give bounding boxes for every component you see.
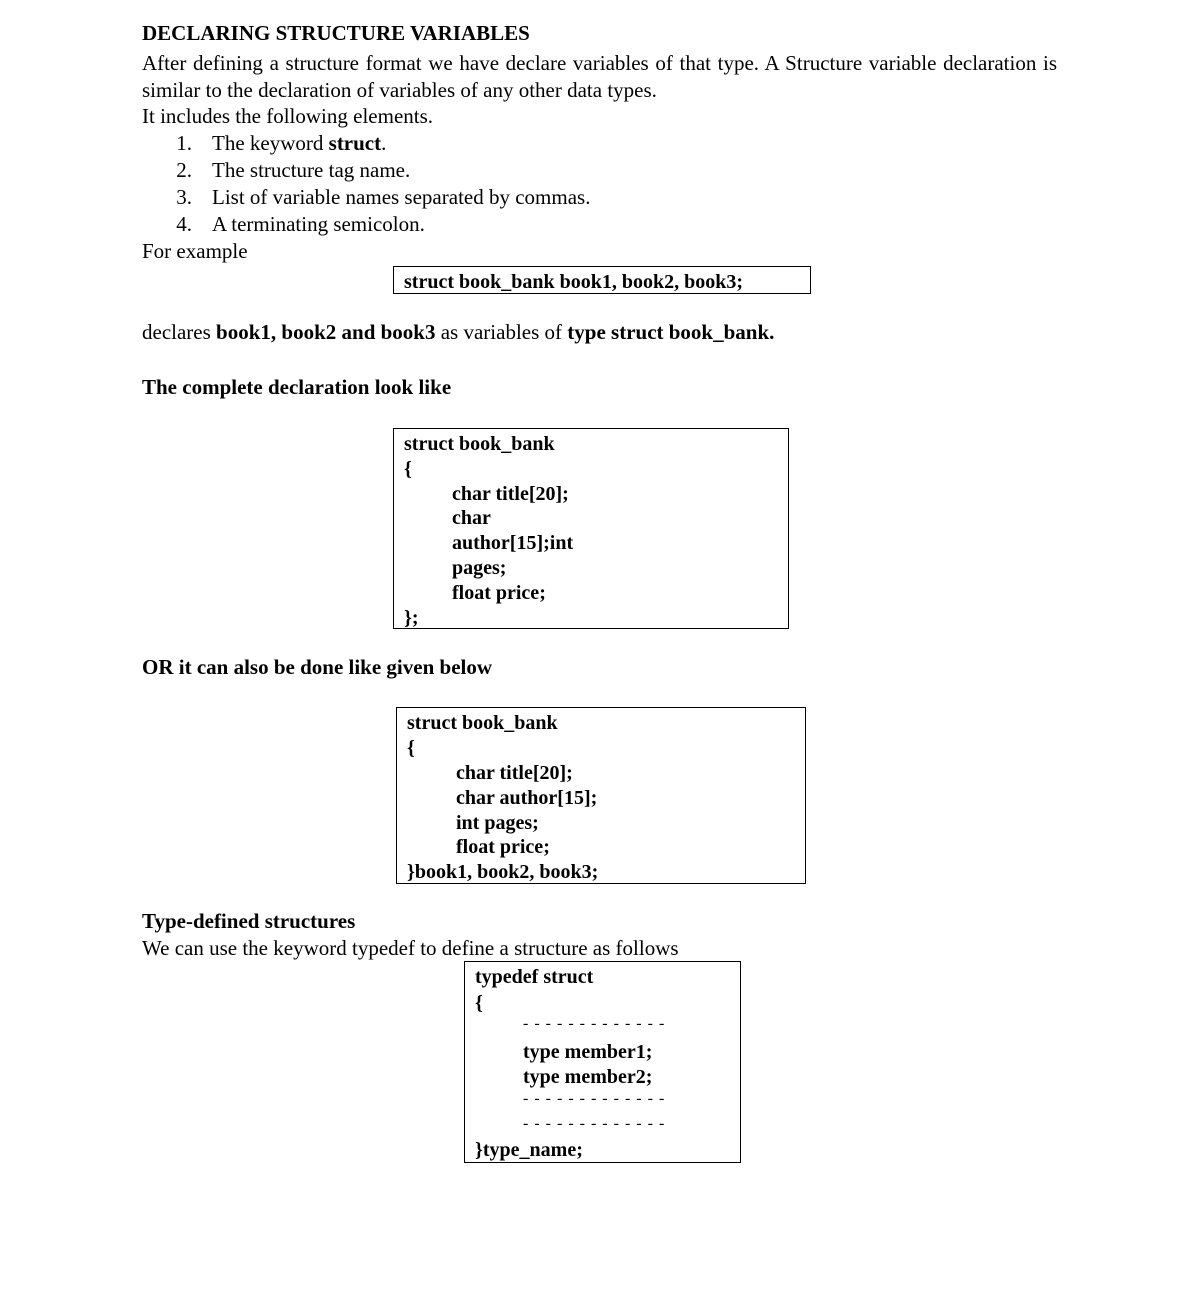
code-dash-line: - - - - - - - - - - - - - bbox=[523, 1015, 666, 1032]
typedef-heading: Type-defined structures bbox=[142, 909, 356, 933]
code-line: type member1; bbox=[523, 1041, 653, 1063]
alternative-heading: OR it can also be done like given below bbox=[142, 655, 493, 679]
list-item-number: 1. bbox=[176, 131, 192, 155]
intro-paragraph: After defining a structure format we have declare variables of that type. A Structure variable declaration is similar to the declaration of variables of any other data types. bbox=[142, 51, 1057, 102]
code-line: type member2; bbox=[523, 1066, 653, 1088]
code-line: { bbox=[407, 737, 415, 759]
code-line: int pages; bbox=[456, 812, 539, 834]
code-line: char author[15]; bbox=[456, 787, 598, 809]
list-item-text: The keyword struct. bbox=[212, 131, 387, 155]
code-line: }; bbox=[404, 607, 419, 629]
code-line: { bbox=[475, 992, 483, 1014]
complete-declaration-heading: The complete declaration look like bbox=[142, 375, 452, 399]
code-line: char title[20]; bbox=[452, 483, 569, 505]
code-line: typedef struct bbox=[475, 966, 594, 988]
code-line: }type_name; bbox=[475, 1139, 583, 1161]
code-line: struct book_bank bbox=[407, 712, 558, 734]
code-block-typedef bbox=[464, 961, 741, 1163]
code-line: }book1, book2, book3; bbox=[407, 861, 599, 883]
code-line: char title[20]; bbox=[456, 762, 573, 784]
list-item-text: The structure tag name. bbox=[212, 158, 411, 182]
code-block-alternative-declaration bbox=[396, 707, 806, 884]
declares-sentence: declares book1, book2 and book3 as variables of type struct book_bank. bbox=[142, 320, 775, 344]
example-code: struct book_bank book1, book2, book3; bbox=[404, 271, 743, 293]
list-item-text: A terminating semicolon. bbox=[212, 212, 425, 236]
code-line: char bbox=[452, 507, 491, 529]
list-item-number: 3. bbox=[176, 185, 192, 209]
for-example-text: For example bbox=[142, 239, 248, 263]
section-heading: DECLARING STRUCTURE VARIABLES bbox=[142, 21, 530, 45]
code-line: float price; bbox=[452, 582, 546, 604]
includes-text: It includes the following elements. bbox=[142, 104, 434, 128]
code-line: struct book_bank bbox=[404, 433, 555, 455]
typedef-intro: We can use the keyword typedef to define a structure as follows bbox=[142, 936, 679, 960]
code-dash-line: - - - - - - - - - - - - - bbox=[523, 1115, 666, 1132]
example-code-box bbox=[393, 266, 811, 294]
code-line: pages; bbox=[452, 557, 507, 579]
code-line: { bbox=[404, 458, 412, 480]
code-line: float price; bbox=[456, 836, 550, 858]
list-item-number: 2. bbox=[176, 158, 192, 182]
list-item-number: 4. bbox=[176, 212, 192, 236]
code-line: author[15];int bbox=[452, 532, 574, 554]
code-dash-line: - - - - - - - - - - - - - bbox=[523, 1090, 666, 1107]
list-item-text: List of variable names separated by commas. bbox=[212, 185, 591, 209]
code-block-complete-declaration bbox=[393, 428, 789, 629]
